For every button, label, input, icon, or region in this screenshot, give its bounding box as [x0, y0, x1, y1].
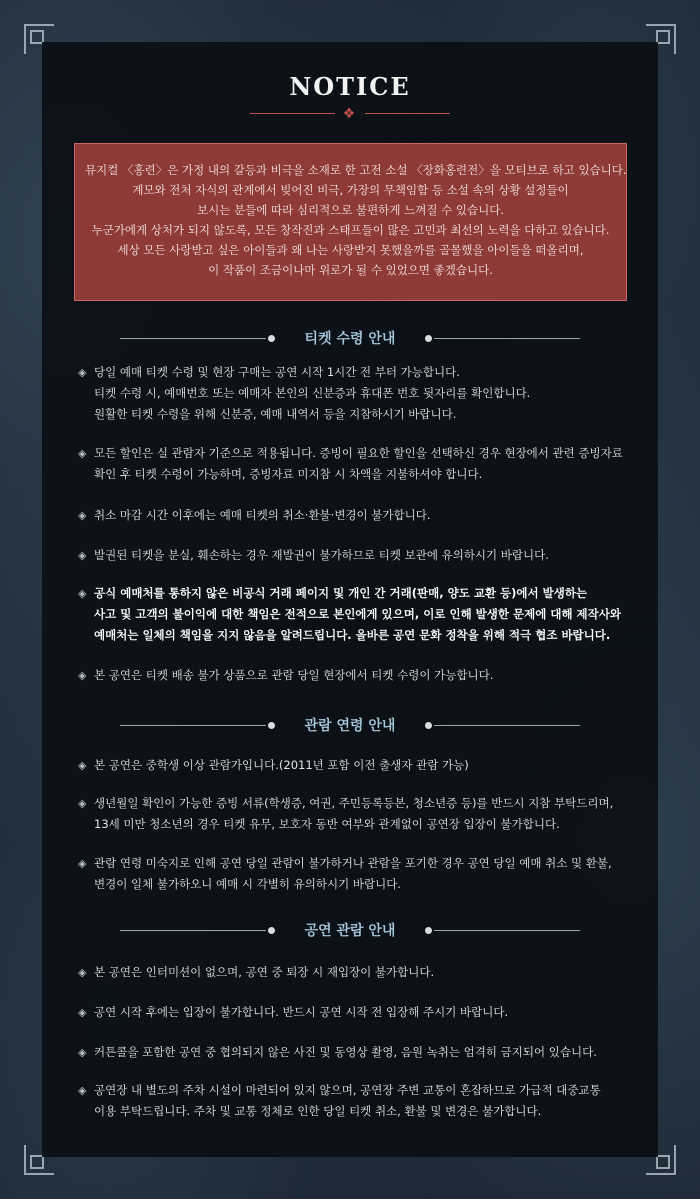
diamond-bullet-icon: ◈: [78, 509, 87, 522]
item-line: 당일 예매 티켓 수령 및 현장 구매는 공연 시작 1시간 전 부터 가능합니다.: [94, 365, 460, 379]
item-line: 본 공연은 인터미션이 없으며, 공연 중 퇴장 시 재입장이 불가합니다.: [94, 965, 435, 979]
diamond-bullet-icon: ◈: [78, 447, 87, 460]
intro-line: 이 작품이 조금이나마 위로가 될 수 있었으면 좋겠습니다.: [208, 263, 493, 277]
item-line: 변경이 일체 불가하오니 예매 시 각별히 유의하시기 바랍니다.: [94, 877, 401, 891]
diamond-bullet-icon: ◈: [78, 759, 87, 772]
diamond-bullet-icon: ◈: [78, 797, 87, 810]
diamond-bullet-icon: ◈: [78, 366, 87, 379]
intro-line: 뮤지컬 〈홍련〉은 가정 내의 갈등과 비극을 소재로 한 고전 소설 〈장화홍련전〉을 모티브로 하고 있습니다.: [85, 163, 627, 177]
diamond-bullet-icon: ◈: [78, 966, 87, 979]
list-item: [78, 1080, 638, 1122]
list-item: [78, 665, 638, 686]
diamond-bullet-icon: ◈: [78, 1006, 87, 1019]
item-line: 생년월일 확인이 가능한 증빙 서류(학생증, 여권, 주민등록등본, 청소년증 등)를 반드시 지참 부탁드리며,: [94, 796, 614, 810]
diamond-bullet-icon: ◈: [78, 669, 87, 682]
item-line: 예매처는 일체의 책임을 지지 않음을 알려드립니다. 올바른 공연 문화 정착을 위해 적극 협조 바랍니다.: [94, 628, 611, 642]
page-title: NOTICE: [289, 72, 411, 101]
list-item: [78, 755, 638, 776]
section-title: 관람 연령 안내: [304, 718, 396, 734]
list-item-warning: [78, 583, 638, 646]
diamond-bullet-icon: ◈: [78, 587, 87, 600]
item-line: 공연장 내 별도의 주차 시설이 마련되어 있지 않으며, 공연장 주변 교통이 혼잡하므로 가급적 대중교통: [94, 1083, 601, 1097]
intro-box: [74, 143, 627, 301]
item-line: 커튼콜을 포함한 공연 중 협의되지 않은 사진 및 동영상 촬영, 음원 녹취는 엄격히 금지되어 있습니다.: [94, 1045, 597, 1059]
item-line: 관람 연령 미숙지로 인해 공연 당일 관람이 불가하거나 관람을 포기한 경우 공연 당일 예매 취소 및 환불,: [94, 856, 612, 870]
item-line: 이용 부탁드립니다. 주차 및 교통 정체로 인한 당일 티켓 취소, 환불 및 변경은 불가합니다.: [94, 1104, 542, 1118]
item-line: 본 공연은 티켓 배송 불가 상품으로 관람 당일 현장에서 티켓 수령이 가능합니다.: [94, 668, 494, 682]
section-title: 공연 관람 안내: [304, 923, 396, 939]
item-line: 발권된 티켓을 분실, 훼손하는 경우 재발권이 불가하므로 티켓 보관에 유의하시기 바랍니다.: [94, 548, 549, 562]
item-line: 본 공연은 중학생 이상 관람가입니다.(2011년 포함 이전 출생자 관람 가능): [94, 758, 469, 772]
list-item: [78, 1042, 638, 1063]
item-line: 공연 시작 후에는 입장이 불가합니다. 반드시 공연 시작 전 입장해 주시기 바랍니다.: [94, 1005, 509, 1019]
title-ornament: [250, 107, 450, 121]
list-item: [78, 545, 638, 566]
intro-line: 누군가에게 상처가 되지 않도록, 모든 창작진과 스태프들이 많은 고민과 최선의 노력을 다하고 있습니다.: [91, 223, 610, 237]
item-line: 사고 및 고객의 불이익에 대한 책임은 전적으로 본인에게 있으며, 이로 인해 발생한 문제에 대해 제작사와: [94, 607, 621, 621]
list-item: [78, 443, 638, 485]
diamond-bullet-icon: ◈: [78, 857, 87, 870]
list-item: [78, 962, 638, 983]
knot-icon: ❖: [342, 106, 356, 122]
intro-line: 계모와 전처 자식의 관계에서 빚어진 비극, 가장의 무책임함 등 소설 속의 상황 설정들이: [132, 183, 569, 197]
section-heading-age: [120, 715, 580, 737]
list-item: [78, 1002, 638, 1023]
section-title: 티켓 수령 안내: [304, 331, 396, 347]
list-item: [78, 853, 638, 895]
list-item: [78, 362, 638, 425]
item-line: 티켓 수령 시, 예매번호 또는 예매자 본인의 신분증과 휴대폰 번호 뒷자리를 확인합니다.: [94, 386, 531, 400]
diamond-bullet-icon: ◈: [78, 1046, 87, 1059]
intro-line: 보시는 분들에 따라 심리적으로 불편하게 느껴질 수 있습니다.: [197, 203, 504, 217]
diamond-bullet-icon: ◈: [78, 549, 87, 562]
item-line: 원활한 티켓 수령을 위해 신분증, 예매 내역서 등을 지참하시기 바랍니다.: [94, 407, 457, 421]
item-line: 13세 미만 청소년의 경우 티켓 유무, 보호자 동반 여부와 관계없이 공연장 입장이 불가합니다.: [94, 817, 560, 831]
section-heading-viewing: [120, 920, 580, 942]
item-line: 공식 예매처를 통하지 않은 비공식 거래 페이지 및 개인 간 거래(판매, 양도 교환 등)에서 발생하는: [94, 586, 588, 600]
item-line: 모든 할인은 실 관람자 기준으로 적용됩니다. 증빙이 필요한 할인을 선택하신 경우 현장에서 관련 증빙자료: [94, 446, 623, 460]
item-line: 취소 마감 시간 이후에는 예매 티켓의 취소·환불·변경이 불가합니다.: [94, 508, 431, 522]
list-item: [78, 793, 638, 835]
list-item: [78, 505, 638, 526]
diamond-bullet-icon: ◈: [78, 1084, 87, 1097]
intro-line: 세상 모든 사랑받고 싶은 아이들과 왜 나는 사랑받지 못했을까를 골몰했을 아이들을 떠올리며,: [117, 243, 584, 257]
section-heading-ticket: [120, 328, 580, 350]
item-line: 확인 후 티켓 수령이 가능하며, 증빙자료 미지참 시 차액을 지불하셔야 합니다.: [94, 467, 483, 481]
